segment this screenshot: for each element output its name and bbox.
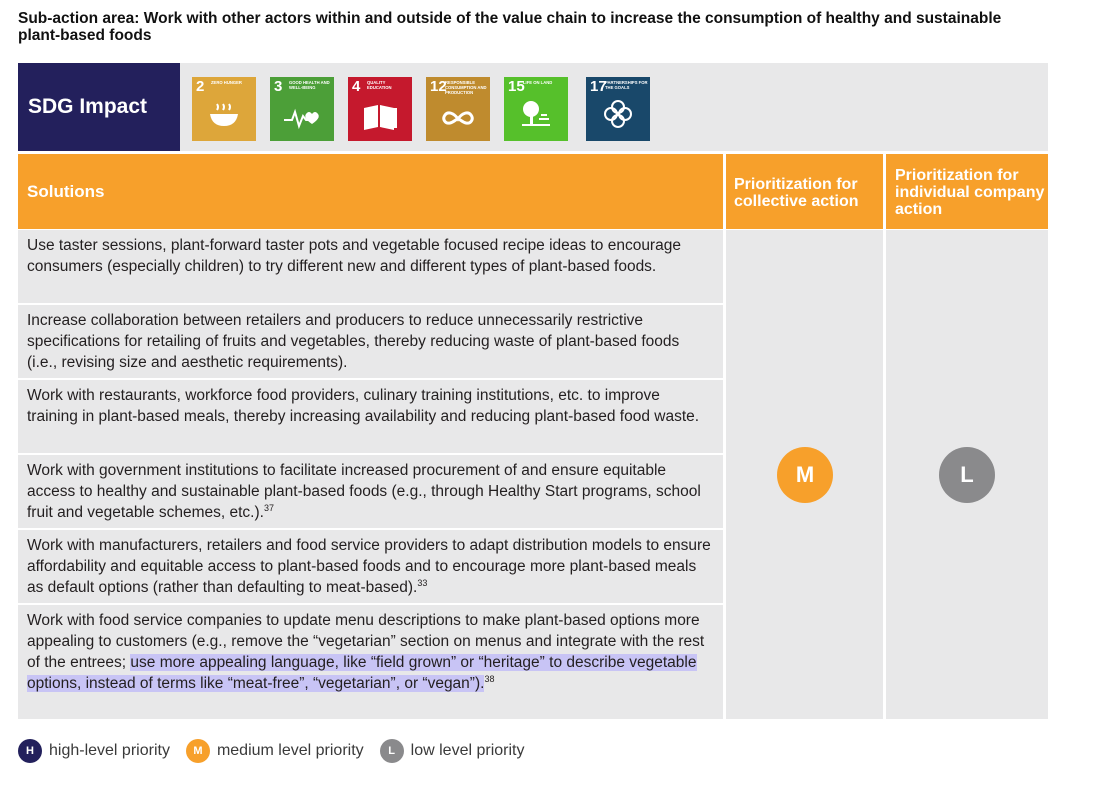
collective-priority-badge: M [777, 447, 833, 503]
heartbeat-icon [270, 106, 334, 135]
sdg-tile-4 [348, 77, 412, 141]
footnote-ref: 38 [484, 673, 495, 684]
legend-item-medium [186, 739, 364, 763]
solution-text: Work with food service companies to update menu descriptions to make plant-based options more appealing to customers (e.g., remove the “vegetarian” section on menus and integrate with the rest of the entrees; [27, 612, 705, 671]
legend-badge-medium: M [186, 739, 210, 763]
sdg-tile-number: 12 [430, 78, 447, 95]
sdg-tile-label: GOOD HEALTH AND WELL-BEING [289, 80, 330, 90]
solutions-list [18, 230, 723, 721]
solution-text: Use taster sessions, plant-forward taster pots and vegetable focused recipe ideas to encourage consumers (especially children) to try different new and different types of plant-based foods. [27, 237, 681, 275]
legend-label: high-level priority [49, 742, 170, 759]
solution-text: Work with government institutions to facilitate increased procurement of and ensure equitable access to healthy and sustainable plant-based foods (e.g., through Healthy Start programs, school fruit and vegetable schemes, etc.). [27, 462, 701, 521]
solution-text: Work with restaurants, workforce food providers, culinary training institutions, etc. to improve training in plant-based meals, thereby increasing availability and reducing plant-based food waste. [27, 387, 700, 425]
sdg-tile-17 [586, 77, 650, 141]
sdg-tile-number: 4 [352, 78, 361, 95]
bowl-icon [192, 102, 256, 135]
individual-action-header: Prioritization for individual company action [886, 154, 1048, 229]
sdg-tile-label: ZERO HUNGER [211, 80, 242, 85]
legend-badge-high: H [18, 739, 42, 763]
page-subtitle: Sub-action area: Work with other actors within and outside of the value chain to increase the consumption of healthy and sustainable plant-based foods [18, 10, 1002, 44]
sdg-tile-12 [426, 77, 490, 141]
sdg-tile-number: 3 [274, 78, 283, 95]
rings-icon [586, 98, 650, 135]
solution-row [18, 380, 723, 453]
highlighted-text-selection[interactable]: use more appealing language, like “field grown” or “heritage” to describe vegetable options, instead of terms like “meat-free”, “vegetarian”, or “vegan”). [27, 654, 697, 692]
sdg-tile-2 [192, 77, 256, 141]
legend-badge-low: L [380, 739, 404, 763]
footnote-ref: 33 [417, 577, 428, 588]
sdg-tile-label: QUALITY EDUCATION [367, 80, 392, 90]
solution-row [18, 605, 723, 719]
sdg-tile-15 [504, 77, 568, 141]
sdg-tile-number: 2 [196, 78, 205, 95]
footnote-ref: 37 [263, 502, 274, 513]
solution-row [18, 230, 723, 303]
legend-label: low level priority [410, 742, 525, 759]
solution-text: Work with manufacturers, retailers and food service providers to adapt distribution models to ensure affordability and equitable access to plant-based foods and to encourage more plant-based meals as default options (rather than defaulting to meat-based). [27, 537, 711, 596]
legend-item-high [18, 739, 170, 763]
priority-legend [18, 738, 540, 764]
sdg-tile-label: LIFE ON LAND [523, 80, 553, 85]
solution-row [18, 455, 723, 528]
sdg-tile-number: 17 [590, 78, 607, 95]
individual-priority-badge: L [939, 447, 995, 503]
infinity-icon [426, 107, 490, 135]
collective-action-header: Prioritization for collective action [726, 154, 883, 229]
legend-label: medium level priority [216, 742, 364, 759]
sdg-tile-label: PARTNERSHIPS FOR THE GOALS [605, 80, 648, 90]
sdg-impact-band [18, 63, 1048, 151]
sdg-tile-number: 15 [508, 78, 525, 95]
solution-row [18, 530, 723, 603]
solution-row [18, 305, 723, 378]
legend-item-low [380, 739, 525, 763]
book-icon [348, 102, 412, 135]
sdg-tile-label: RESPONSIBLE CONSUMPTION AND PRODUCTION [445, 80, 487, 95]
sdg-tile-3 [270, 77, 334, 141]
solutions-header: Solutions [18, 154, 723, 229]
solution-text: Increase collaboration between retailers and producers to reduce unnecessarily restrictive specifications for retailing of fruits and vegetables, thereby reducing waste of plant-based foods (i.e., revising size and aesthetic requirements). [27, 312, 680, 371]
sdg-impact-title: SDG Impact [18, 63, 180, 151]
tree-icon [504, 100, 568, 135]
